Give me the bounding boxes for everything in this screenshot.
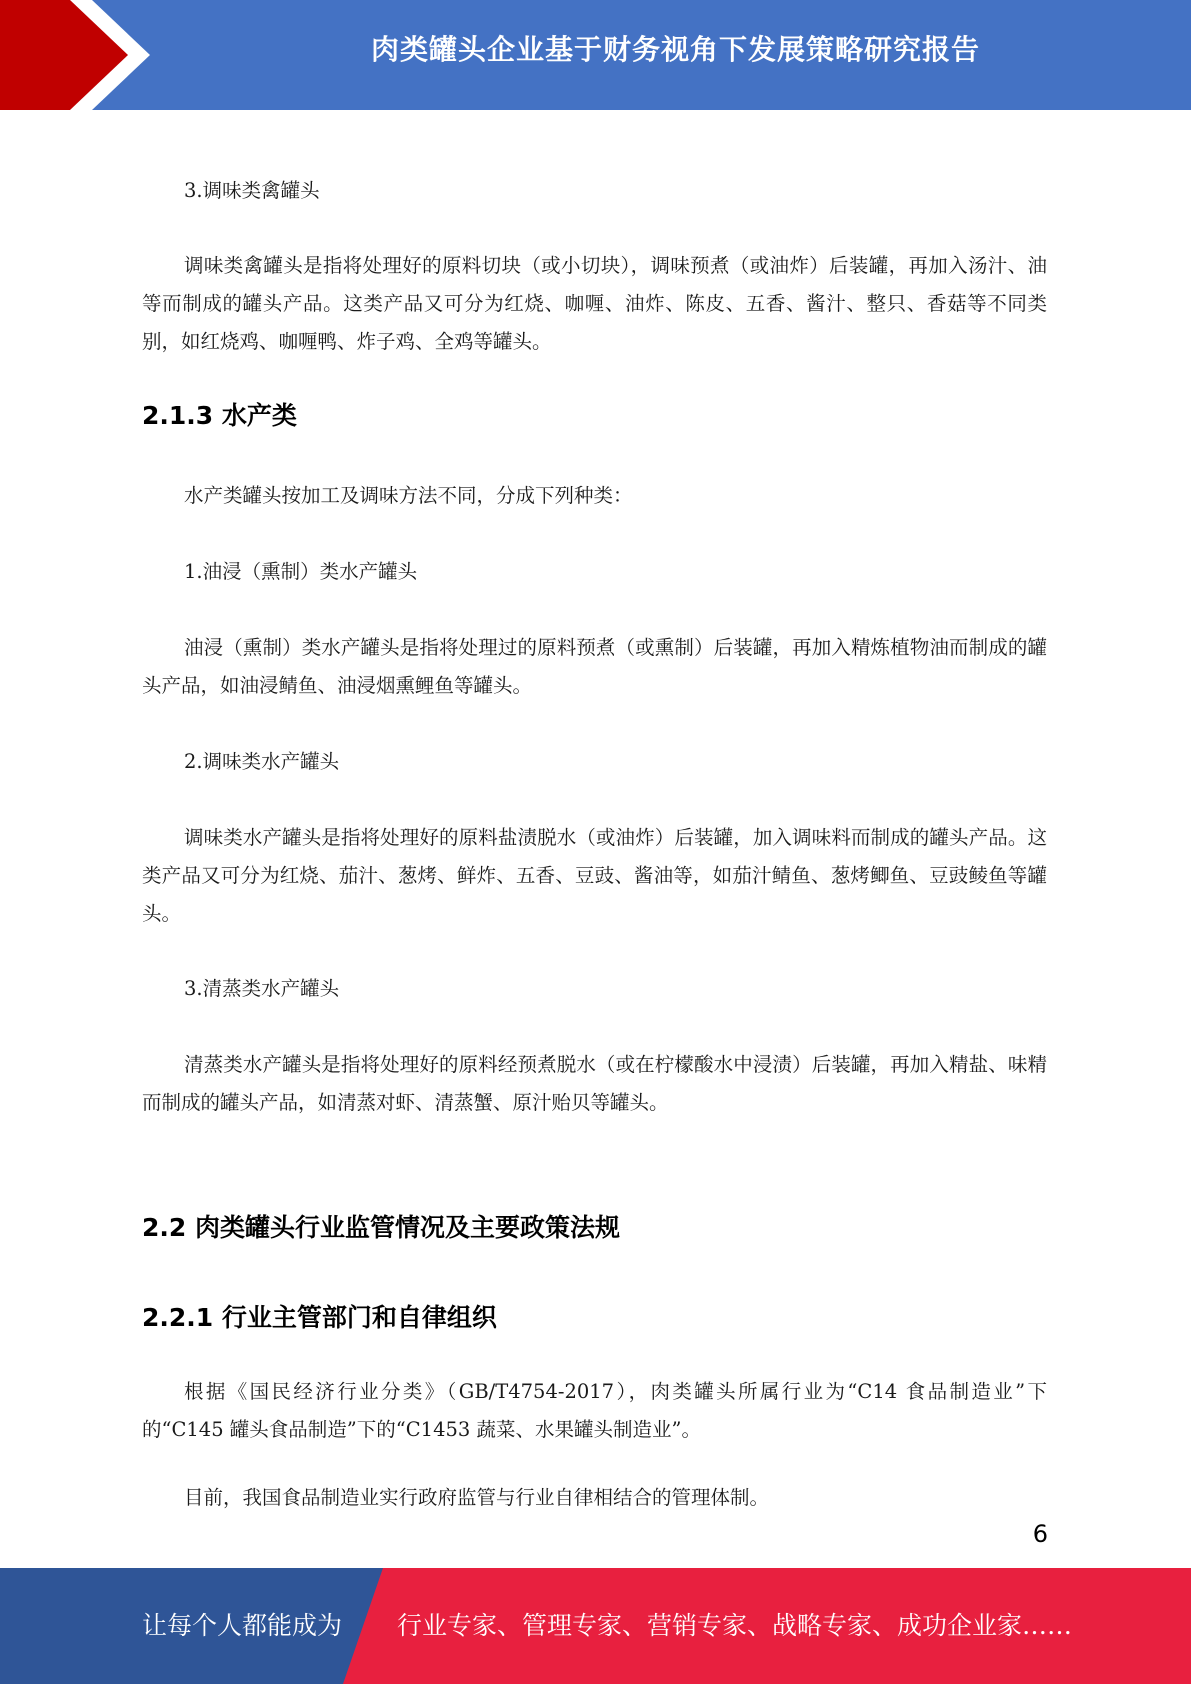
header-banner [0, 0, 1191, 112]
paragraph-management-system: 目前，我国食品制造业实行政府监管与行业自律相结合的管理体制。 [184, 1486, 770, 1509]
subheading-oil-smoked-aquatic: 1.油浸（熏制）类水产罐头 [184, 560, 418, 583]
footer-slogan-right: 行业专家、管理专家、营销专家、战略专家、成功企业家…… [397, 1611, 1073, 1640]
paragraph-oil-smoked-aquatic: 油浸（熏制）类水产罐头是指将处理过的原料预煮（或熏制）后装罐，再加入精炼植物油而制成的罐头产品，如油浸鲭鱼、油浸烟熏鲤鱼等罐头。 [142, 636, 1047, 697]
paragraph-steamed-aquatic: 清蒸类水产罐头是指将处理好的原料经预煮脱水（或在柠檬酸水中浸渍）后装罐，再加入精盐、味精而制成的罐头产品，如清蒸对虾、清蒸蟹、原汁贻贝等罐头。 [142, 1053, 1047, 1114]
paragraph-seasoned-aquatic: 调味类水产罐头是指将处理好的原料盐渍脱水（或油炸）后装罐，加入调味料而制成的罐头产品。这类产品又可分为红烧、茄汁、葱烤、鲜炸、五香、豆豉、酱油等，如茄汁鲭鱼、葱烤鲫鱼、豆豉鲮鱼等罐头。 [142, 826, 1047, 925]
section-heading-2-1-3: 2.1.3 水产类 [142, 401, 297, 430]
subheading-seasoned-aquatic: 2.调味类水产罐头 [184, 750, 340, 773]
subheading-seasoned-poultry: 3.调味类禽罐头 [184, 179, 320, 202]
footer-slogan-left: 让每个人都能成为 [142, 1611, 343, 1640]
paragraph-seasoned-poultry: 调味类禽罐头是指将处理好的原料切块（或小切块），调味预煮（或油炸）后装罐，再加入汤汁、油等而制成的罐头产品。这类产品又可分为红烧、咖喱、油炸、陈皮、五香、酱汁、整只、香菇等不同类别，如红烧鸡、咖喱鸭、炸子鸡、全鸡等罐头。 [142, 254, 1047, 353]
subheading-steamed-aquatic: 3.清蒸类水产罐头 [184, 977, 340, 1000]
paragraph-aquatic-intro: 水产类罐头按加工及调味方法不同，分成下列种类： [184, 484, 633, 507]
section-heading-2-2: 2.2 肉类罐头行业监管情况及主要政策法规 [142, 1213, 620, 1242]
section-heading-2-2-1: 2.2.1 行业主管部门和自律组织 [142, 1303, 497, 1332]
paragraph-industry-classification: 根据《国民经济行业分类》（GB/T4754-2017），肉类罐头所属行业为“C14 食品制造业”下的“C145 罐头食品制造”下的“C1453 蔬菜、水果罐头制造业”。 [142, 1380, 1047, 1441]
page-number: 6 [1032, 1520, 1048, 1548]
footer-banner [0, 1568, 1191, 1684]
document-title: 肉类罐头企业基于财务视角下发展策略研究报告 [370, 33, 980, 66]
